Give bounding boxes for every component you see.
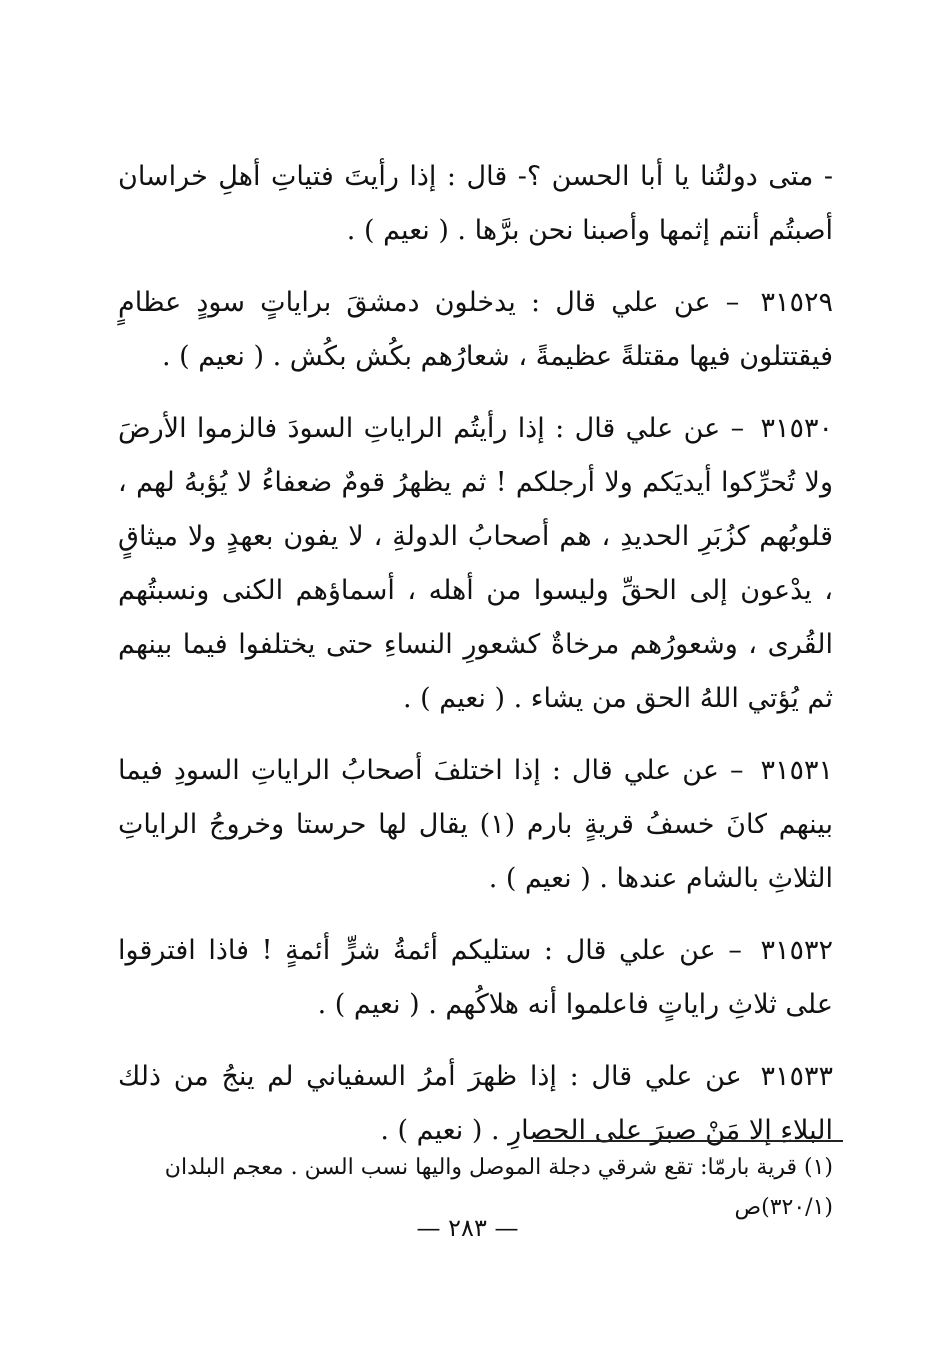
- hadith-text: - متى دولتُنا يا أبا الحسن ؟- قال : إذا رأيتَ فتياتِ أهلِ خراسان أصبتُم أنتم إثمها وأصبنا نحن برَّها . ( نعيم ) .: [118, 161, 833, 246]
- hadith-paragraph: [118, 402, 833, 726]
- hadith-paragraph: [118, 276, 833, 384]
- footnote: (١) قرية بارمّا: تقع شرقي دجلة الموصل واليها نسب السن . معجم البلدان (٣٢٠/١)ص: [164, 1155, 833, 1220]
- page-number: — ٢٨٣ —: [416, 1214, 519, 1242]
- hadith-number: ٣١٥٣٠: [760, 413, 833, 444]
- hadith-text: – عن علي قال : إذا رأيتُم الراياتِ السودَ فالزموا الأرضَ ولا تُحرِّكوا أيديَكم ولا أرجلكم ! ثم يظهرُ قومٌ ضعفاءُ لا يُؤبهُ لهم ، قلوبُهم كزُبَرِ الحديدِ ، هم أصحابُ الدولةِ ، لا يفون بعهدٍ ولا ميثاقٍ ، يدْعون إلى الحقِّ وليسوا من أهله ، أسماؤهم الكنى ونسبتُهم القُرى ، وشعورُهم مرخاةٌ كشعورِ النساءِ حتى يختلفوا فيما بينهم ثم يُؤتي اللهُ الحق من يشاء . ( نعيم ) .: [118, 413, 833, 714]
- hadith-text: عن علي قال : إذا ظهرَ أمرُ السفياني لم ينجُ من ذلك البلاءِ إلا مَنْ صبرَ على الحصارِ . ( نعيم ) .: [118, 1061, 833, 1146]
- hadith-text: – عن علي قال : يدخلون دمشقَ براياتٍ سودٍ عظامٍ فيقتتلون فيها مقتلةً عظيمةً ، شعارُهم بكُش بكُش . ( نعيم ) .: [118, 287, 833, 372]
- hadith-paragraph: [118, 924, 833, 1032]
- hadith-number: ٣١٥٣١: [760, 755, 833, 786]
- hadith-paragraph: [118, 150, 833, 258]
- page-body: [118, 150, 833, 1176]
- footnote-divider: [533, 1140, 843, 1142]
- hadith-paragraph: [118, 744, 833, 906]
- hadith-number: ٣١٥٢٩: [760, 287, 833, 318]
- hadith-number: ٣١٥٣٣: [760, 1061, 833, 1092]
- hadith-text: – عن علي قال : ستليكم أئمةُ شرٍّ أئمةٍ ! فاذا افترقوا على ثلاثِ راياتٍ فاعلموا أنه هلاكُهم . ( نعيم ) .: [118, 935, 833, 1020]
- hadith-number: ٣١٥٣٢: [760, 935, 834, 966]
- hadith-text: – عن علي قال : إذا اختلفَ أصحابُ الراياتِ السودِ فيما بينهم كانَ خسفُ قريةٍ بارم (١) يقال لها حرستا وخروجُ الراياتِ الثلاثِ بالشام عندها . ( نعيم ) .: [118, 755, 833, 894]
